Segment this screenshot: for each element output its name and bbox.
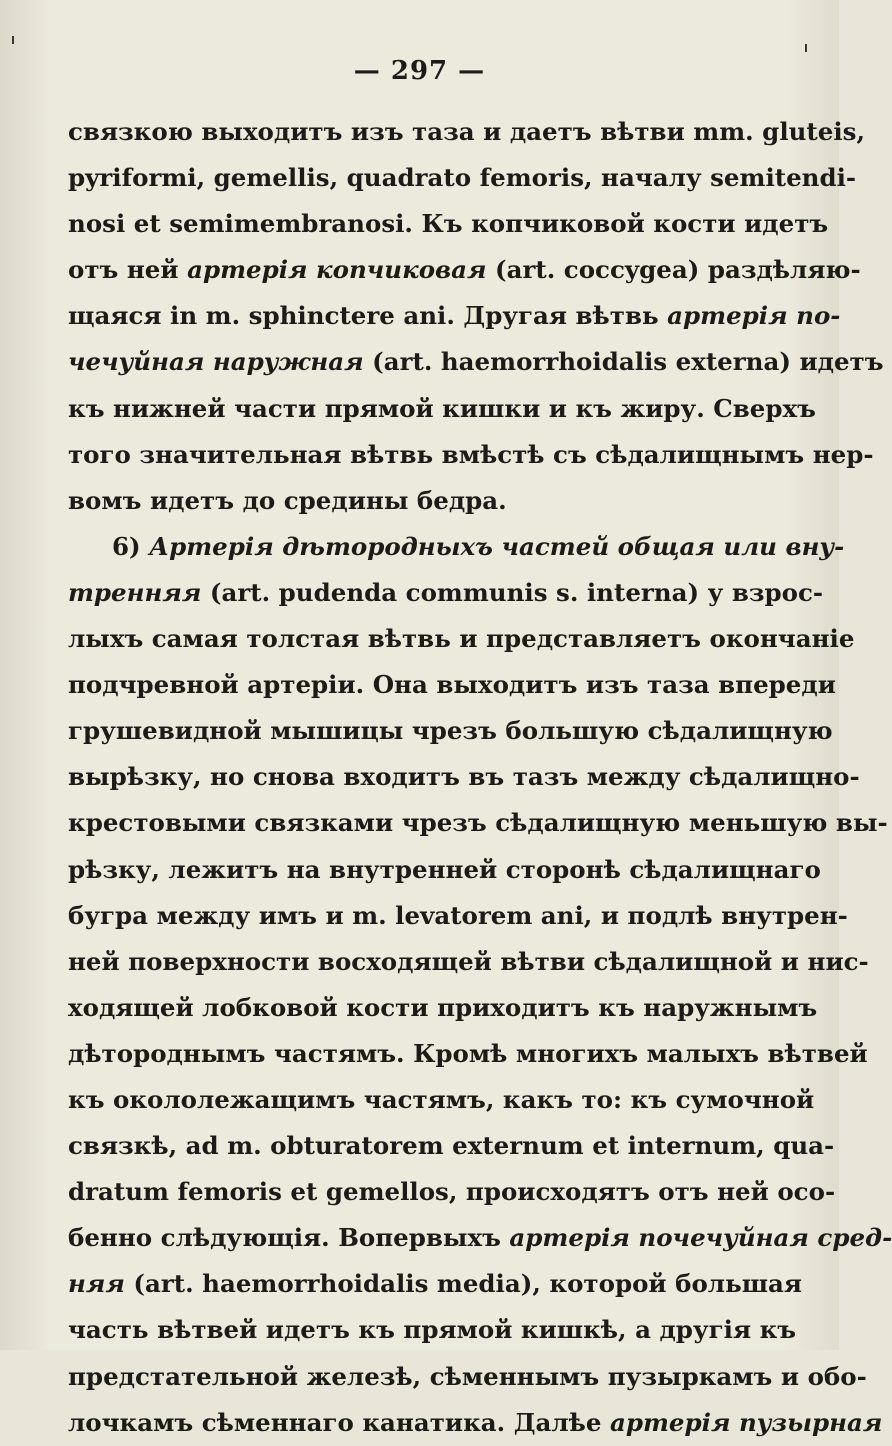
text-segment: nosi et semimembranosi. Къ копчиковой кости идетъ (68, 209, 829, 239)
text-line (68, 939, 869, 985)
text-line (68, 1031, 868, 1077)
italic-term: Артерія дѣтородныхъ частей общая или вну- (149, 531, 845, 561)
text-segment: дѣтороднымъ частямъ. Кромѣ многихъ малыхъ вѣтвей (68, 1038, 868, 1068)
text-line (68, 754, 860, 800)
text-line (68, 1307, 797, 1353)
text-line (68, 800, 888, 846)
text-segment: (art. haemorrhoidalis externa) идетъ (363, 347, 884, 377)
scan-mark (805, 44, 807, 52)
text-line (68, 247, 861, 293)
text-segment: pyriformi, gemellis, quadrato femoris, началу semitendi- (68, 163, 857, 193)
text-segment: часть вѣтвей идетъ къ прямой кишкѣ, а другія къ (68, 1315, 797, 1345)
text-line (68, 1169, 836, 1215)
text-segment: dratum femoris et gemellos, происходятъ отъ ней осо- (68, 1177, 836, 1207)
text-line (68, 893, 848, 939)
text-segment: лочкамъ сѣменнаго канатика. Далѣе (68, 1407, 610, 1437)
text-line (68, 155, 857, 201)
text-segment: щаяся in m. sphinctere ani. Другая вѣтвь (68, 301, 668, 331)
text-segment: ходящей лобковой кости приходитъ къ наружнымъ (68, 992, 818, 1022)
text-line (68, 1077, 815, 1123)
italic-term: няя (68, 1269, 125, 1299)
text-line (68, 201, 829, 247)
text-line (68, 432, 874, 478)
text-segment: того значительная вѣтвь вмѣстѣ съ сѣдалищнымъ нер- (68, 439, 874, 469)
page-number: — 297 — (353, 56, 486, 86)
text-line (68, 708, 833, 754)
text-line (68, 1215, 892, 1261)
text-line (68, 339, 884, 385)
text-segment: (art. pudenda communis s. interna) у взрос- (201, 577, 824, 607)
text-segment: подчревной артеріи. Она выходитъ изъ таза впереди (68, 670, 836, 700)
text-line (68, 570, 824, 616)
text-segment: (art. haemorrhoidalis media), которой большая (124, 1269, 803, 1299)
scan-mark (12, 36, 14, 44)
italic-term: чечуйная наружная (68, 347, 364, 377)
text-line (68, 293, 841, 339)
text-segment: связкѣ, ad m. obturatorem externum et internum, qua- (68, 1131, 835, 1161)
italic-term: артерія пузырная (610, 1407, 883, 1437)
text-segment: вырѣзку, но снова входитъ въ тазъ между сѣдалищно- (68, 762, 860, 792)
italic-term: артерія копчиковая (187, 255, 487, 285)
text-segment: лыхъ самая толстая вѣтвь и представляетъ окончаніе (68, 624, 855, 654)
text-line (68, 524, 845, 570)
text-line (68, 985, 818, 1031)
body-text (68, 109, 892, 1446)
text-segment: грушевидной мышицы чрезъ большую сѣдалищную (68, 716, 833, 746)
text-segment: (art. coccygea) раздѣляю- (486, 255, 861, 285)
text-segment: 6) (112, 531, 150, 561)
italic-term: артерія по- (667, 301, 841, 331)
text-line (68, 478, 768, 524)
text-segment: связкою выходитъ изъ таза и даетъ вѣтви mm. gluteis, (68, 117, 865, 146)
text-segment: отъ ней (68, 255, 188, 285)
text-segment: къ нижней части прямой кишки и къ жиру. Сверхъ (68, 393, 816, 423)
text-segment: бугра между имъ и m. levatorem ani, и подлѣ внутрен- (68, 900, 848, 930)
text-segment: вомъ идетъ до средины бедра. (68, 485, 507, 515)
text-line (68, 1354, 867, 1400)
italic-term: тренняя (68, 577, 202, 607)
text-segment: бенно слѣдующія. Вопервыхъ (68, 1223, 510, 1253)
text-line (68, 1123, 835, 1169)
text-line (68, 109, 865, 155)
text-segment: къ окололежащимъ частямъ, какъ то: къ сумочной (68, 1084, 815, 1114)
text-line (68, 1400, 883, 1446)
italic-term: артерія почечуйная сред- (509, 1223, 892, 1253)
text-line (68, 616, 855, 662)
text-segment: крестовыми связками чрезъ сѣдалищную меньшую вы- (68, 808, 888, 838)
text-line (68, 1261, 803, 1307)
text-segment: ней поверхности восходящей вѣтви сѣдалищной и нис- (68, 946, 869, 976)
text-segment: рѣзку, лежитъ на внутренней сторонѣ сѣдалищнаго (68, 854, 821, 884)
text-line (68, 662, 836, 708)
text-segment: предстательной железѣ, сѣменнымъ пузыркамъ и обо- (68, 1361, 867, 1391)
text-line (68, 847, 821, 893)
text-line (68, 386, 816, 432)
